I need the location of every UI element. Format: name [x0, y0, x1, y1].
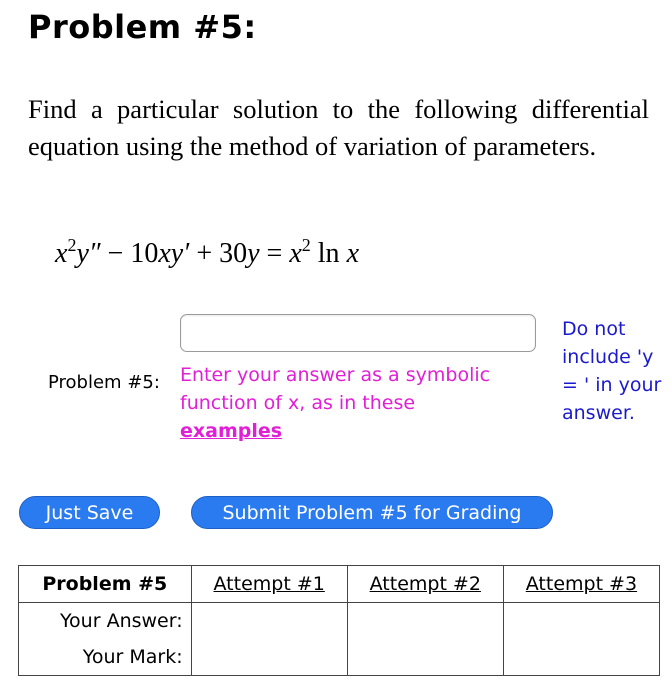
examples-link[interactable]: examples [180, 420, 283, 442]
attempt-2-link[interactable]: Attempt #2 [347, 566, 503, 603]
hint-text: Enter your answer as a symbolic function of x, as in these [180, 364, 491, 414]
submit-button[interactable]: Submit Problem #5 for Grading [191, 496, 553, 529]
eq-term: ln [310, 238, 347, 269]
table-header-row [19, 566, 660, 603]
table-row [19, 639, 660, 676]
eq-term: x [346, 238, 359, 269]
eq-term: x [289, 238, 302, 269]
table-row [19, 603, 660, 640]
eq-equals: = [259, 238, 290, 269]
table-corner: Problem #5 [19, 566, 192, 603]
answer-label: Problem #5: [48, 372, 160, 393]
eq-exponent: 2 [67, 235, 77, 255]
table-cell [503, 603, 659, 640]
page-title: Problem #5: [28, 8, 257, 46]
table-cell [503, 639, 659, 676]
answer-hint [180, 361, 530, 445]
attempt-1-link[interactable]: Attempt #1 [191, 566, 347, 603]
attempt-3-link[interactable]: Attempt #3 [503, 566, 659, 603]
table-cell [191, 603, 347, 640]
eq-term: − 10 [100, 238, 159, 269]
answer-input[interactable] [180, 314, 536, 352]
just-save-button[interactable]: Just Save [19, 496, 160, 529]
problem-statement: Find a particular solution to the following differential equation using the method of variation of parameters. [28, 94, 649, 161]
table-cell [191, 639, 347, 676]
row-label: Your Mark: [19, 639, 192, 676]
table-cell [347, 603, 503, 640]
eq-term: xy′ [158, 238, 190, 269]
side-note: Do not include 'y = ' in your answer. [562, 318, 662, 424]
row-label: Your Answer: [19, 603, 192, 640]
differential-equation [55, 235, 359, 270]
eq-term: y″ [76, 238, 101, 269]
eq-exponent: 2 [301, 235, 311, 255]
table-cell [347, 639, 503, 676]
eq-term: + 30 [189, 238, 248, 269]
eq-term: x [55, 238, 68, 269]
eq-term: y [247, 238, 260, 269]
attempts-table [18, 565, 660, 676]
